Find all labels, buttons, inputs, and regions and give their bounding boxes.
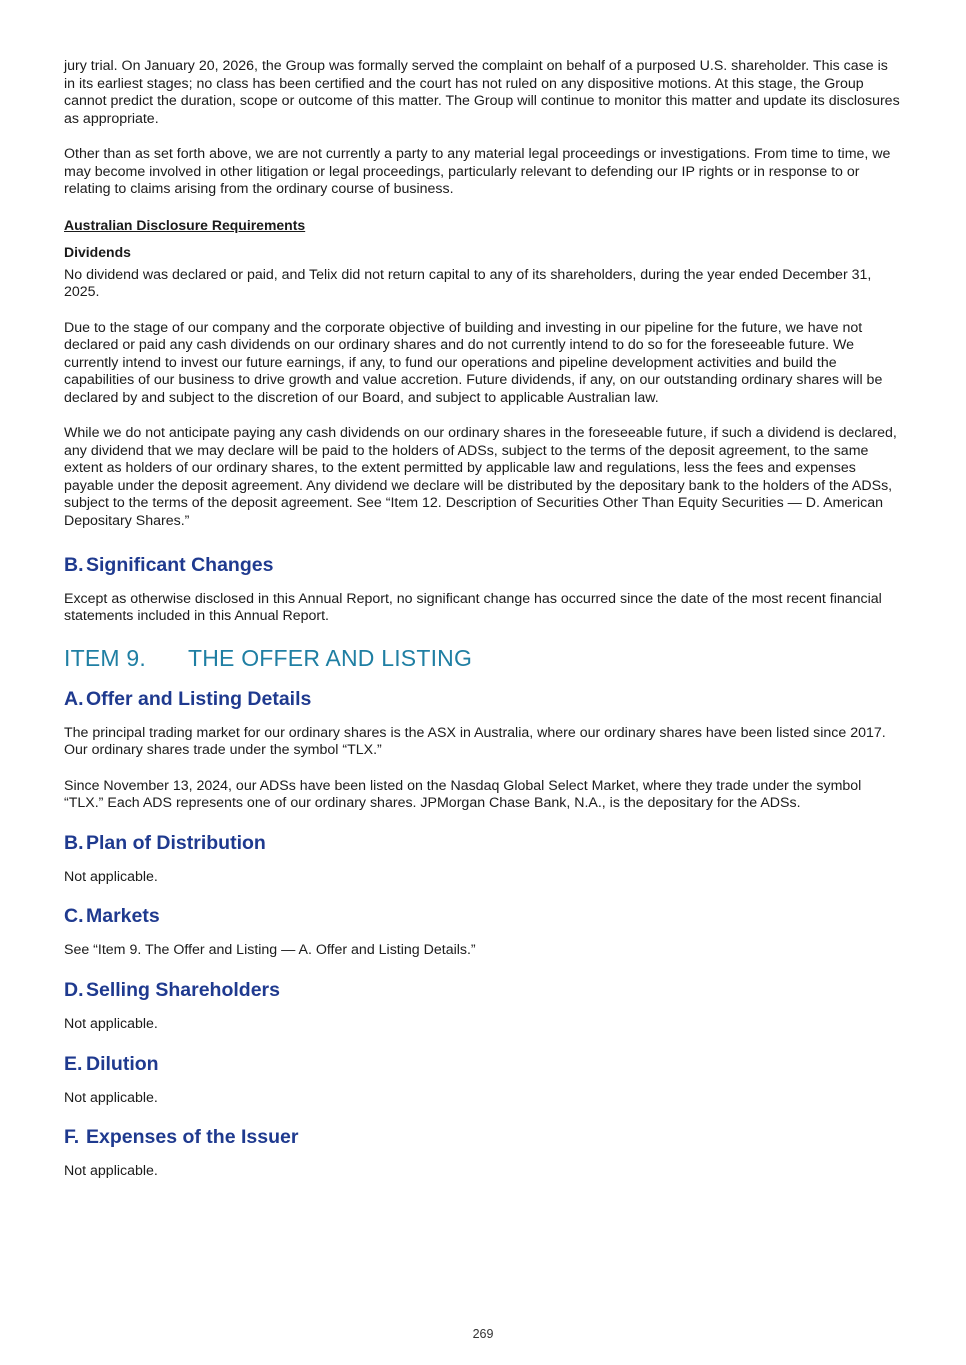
- paragraph-markets: See “Item 9. The Offer and Listing — A. Offer and Listing Details.”: [64, 942, 476, 959]
- section-title: Selling Shareholders: [86, 979, 280, 1001]
- paragraph-plan-na: Not applicable.: [64, 868, 158, 885]
- section-letter: E.: [64, 1052, 83, 1075]
- paragraph-ads-dividend: While we do not anticipate paying any cash dividends on our ordinary shares in the foreseeable future, if such a dividend is declared, any dividend that we may declare will be paid to the holders of ADSs, subject to the terms of the deposit agreement, to the same extent as holders of our ordinary shares, to the extent permitted by applicable law and regulations, less the fees and expenses payable under the deposit agreement. Any dividend we declare will be distributed by the depositary bank to the holders of the ADSs, subject to the terms of the deposit agreement. See “Item 12. Description of Securities Other Than Equity Securities — D. American Depositary Shares.”: [64, 425, 897, 530]
- paragraph-significant-changes: Except as otherwise disclosed in this Annual Report, no significant change has occurred since the date of the most recent financial statements included in this Annual Report.: [64, 590, 882, 625]
- section-heading-expenses: [64, 1125, 902, 1149]
- heading-australian-disclosure: Australian Disclosure Requirements: [64, 216, 306, 233]
- paragraph-other-proceedings: Other than as set forth above, we are not currently a party to any material legal proceedings or investigations. From time to time, we may become involved in other litigation or legal proceedings, particularly relevant to defending our IP rights or in response to or relating to claims arising from the ordinary course of business.: [64, 145, 891, 198]
- item-heading: [64, 644, 902, 672]
- section-letter: B.: [64, 553, 84, 576]
- section-heading-dilution: [64, 1052, 902, 1076]
- section-title: Significant Changes: [86, 553, 274, 576]
- paragraph-expenses-na: Not applicable.: [64, 1163, 158, 1180]
- paragraph-dilution-na: Not applicable.: [64, 1089, 158, 1106]
- paragraph-selling-na: Not applicable.: [64, 1016, 158, 1032]
- section-letter: F.: [64, 1126, 80, 1149]
- section-letter: C.: [64, 905, 84, 928]
- section-heading-significant-changes: [64, 553, 902, 577]
- section-letter: B.: [64, 831, 84, 854]
- paragraph-trading-market: The principal trading market for our ordinary shares is the ASX in Australia, where our ordinary shares have been listed since 2017. Our ordinary shares trade under the symbol “TLX.”: [64, 724, 886, 759]
- section-heading-selling-shareholders: [64, 978, 902, 1002]
- section-letter: A.: [64, 687, 84, 710]
- page-content: [64, 58, 902, 1181]
- page-number: 269: [472, 1327, 494, 1341]
- section-title: Plan of Distribution: [86, 831, 266, 854]
- section-heading-plan-distribution: [64, 831, 902, 855]
- item-title: THE OFFER AND LISTING: [188, 644, 473, 671]
- item-number: ITEM 9.: [64, 644, 146, 671]
- heading-dividends: Dividends: [64, 243, 131, 260]
- paragraph-litigation-status: jury trial. On January 20, 2026, the Group was formally served the complaint on behalf of a purposed U.S. shareholder. This case is in its earliest stages; no class has been certified and the court has not ruled on any dispositive motions. At this stage, the Group cannot predict the duration, scope or outcome of this matter. The Group will continue to monitor this matter and update its disclosures as appropriate.: [64, 58, 900, 127]
- section-title: Expenses of the Issuer: [86, 1126, 299, 1149]
- paragraph-dividend-policy: Due to the stage of our company and the corporate objective of building and investing in our pipeline for the future, we have not declared or paid any cash dividends on our ordinary shares and do not currently intend to do so for the foreseeable future. We currently intend to invest our future earnings, if any, to fund our operations and pipeline development activities and build the capabilities of our business to drive growth and value accretion. Future dividends, if any, on our outstanding ordinary shares will be declared by and subject to the discretion of our Board, and subject to applicable Australian law.: [64, 319, 883, 406]
- section-letter: D.: [64, 979, 84, 1001]
- paragraph-no-dividend: No dividend was declared or paid, and Telix did not return capital to any of its shareholders, during the year ended December 31, 2025.: [64, 266, 872, 301]
- section-heading-markets: [64, 904, 902, 928]
- section-heading-offer-listing: [64, 687, 902, 711]
- section-title: Markets: [86, 905, 160, 928]
- section-title: Dilution: [86, 1052, 159, 1075]
- paragraph-nasdaq-ads: Since November 13, 2024, our ADSs have been listed on the Nasdaq Global Select Market, where they trade under the symbol “TLX.” Each ADS represents one of our ordinary shares. JPMorgan Chase Bank, N.A., is the depositary for the ADSs.: [64, 777, 862, 812]
- section-title: Offer and Listing Details: [86, 687, 312, 710]
